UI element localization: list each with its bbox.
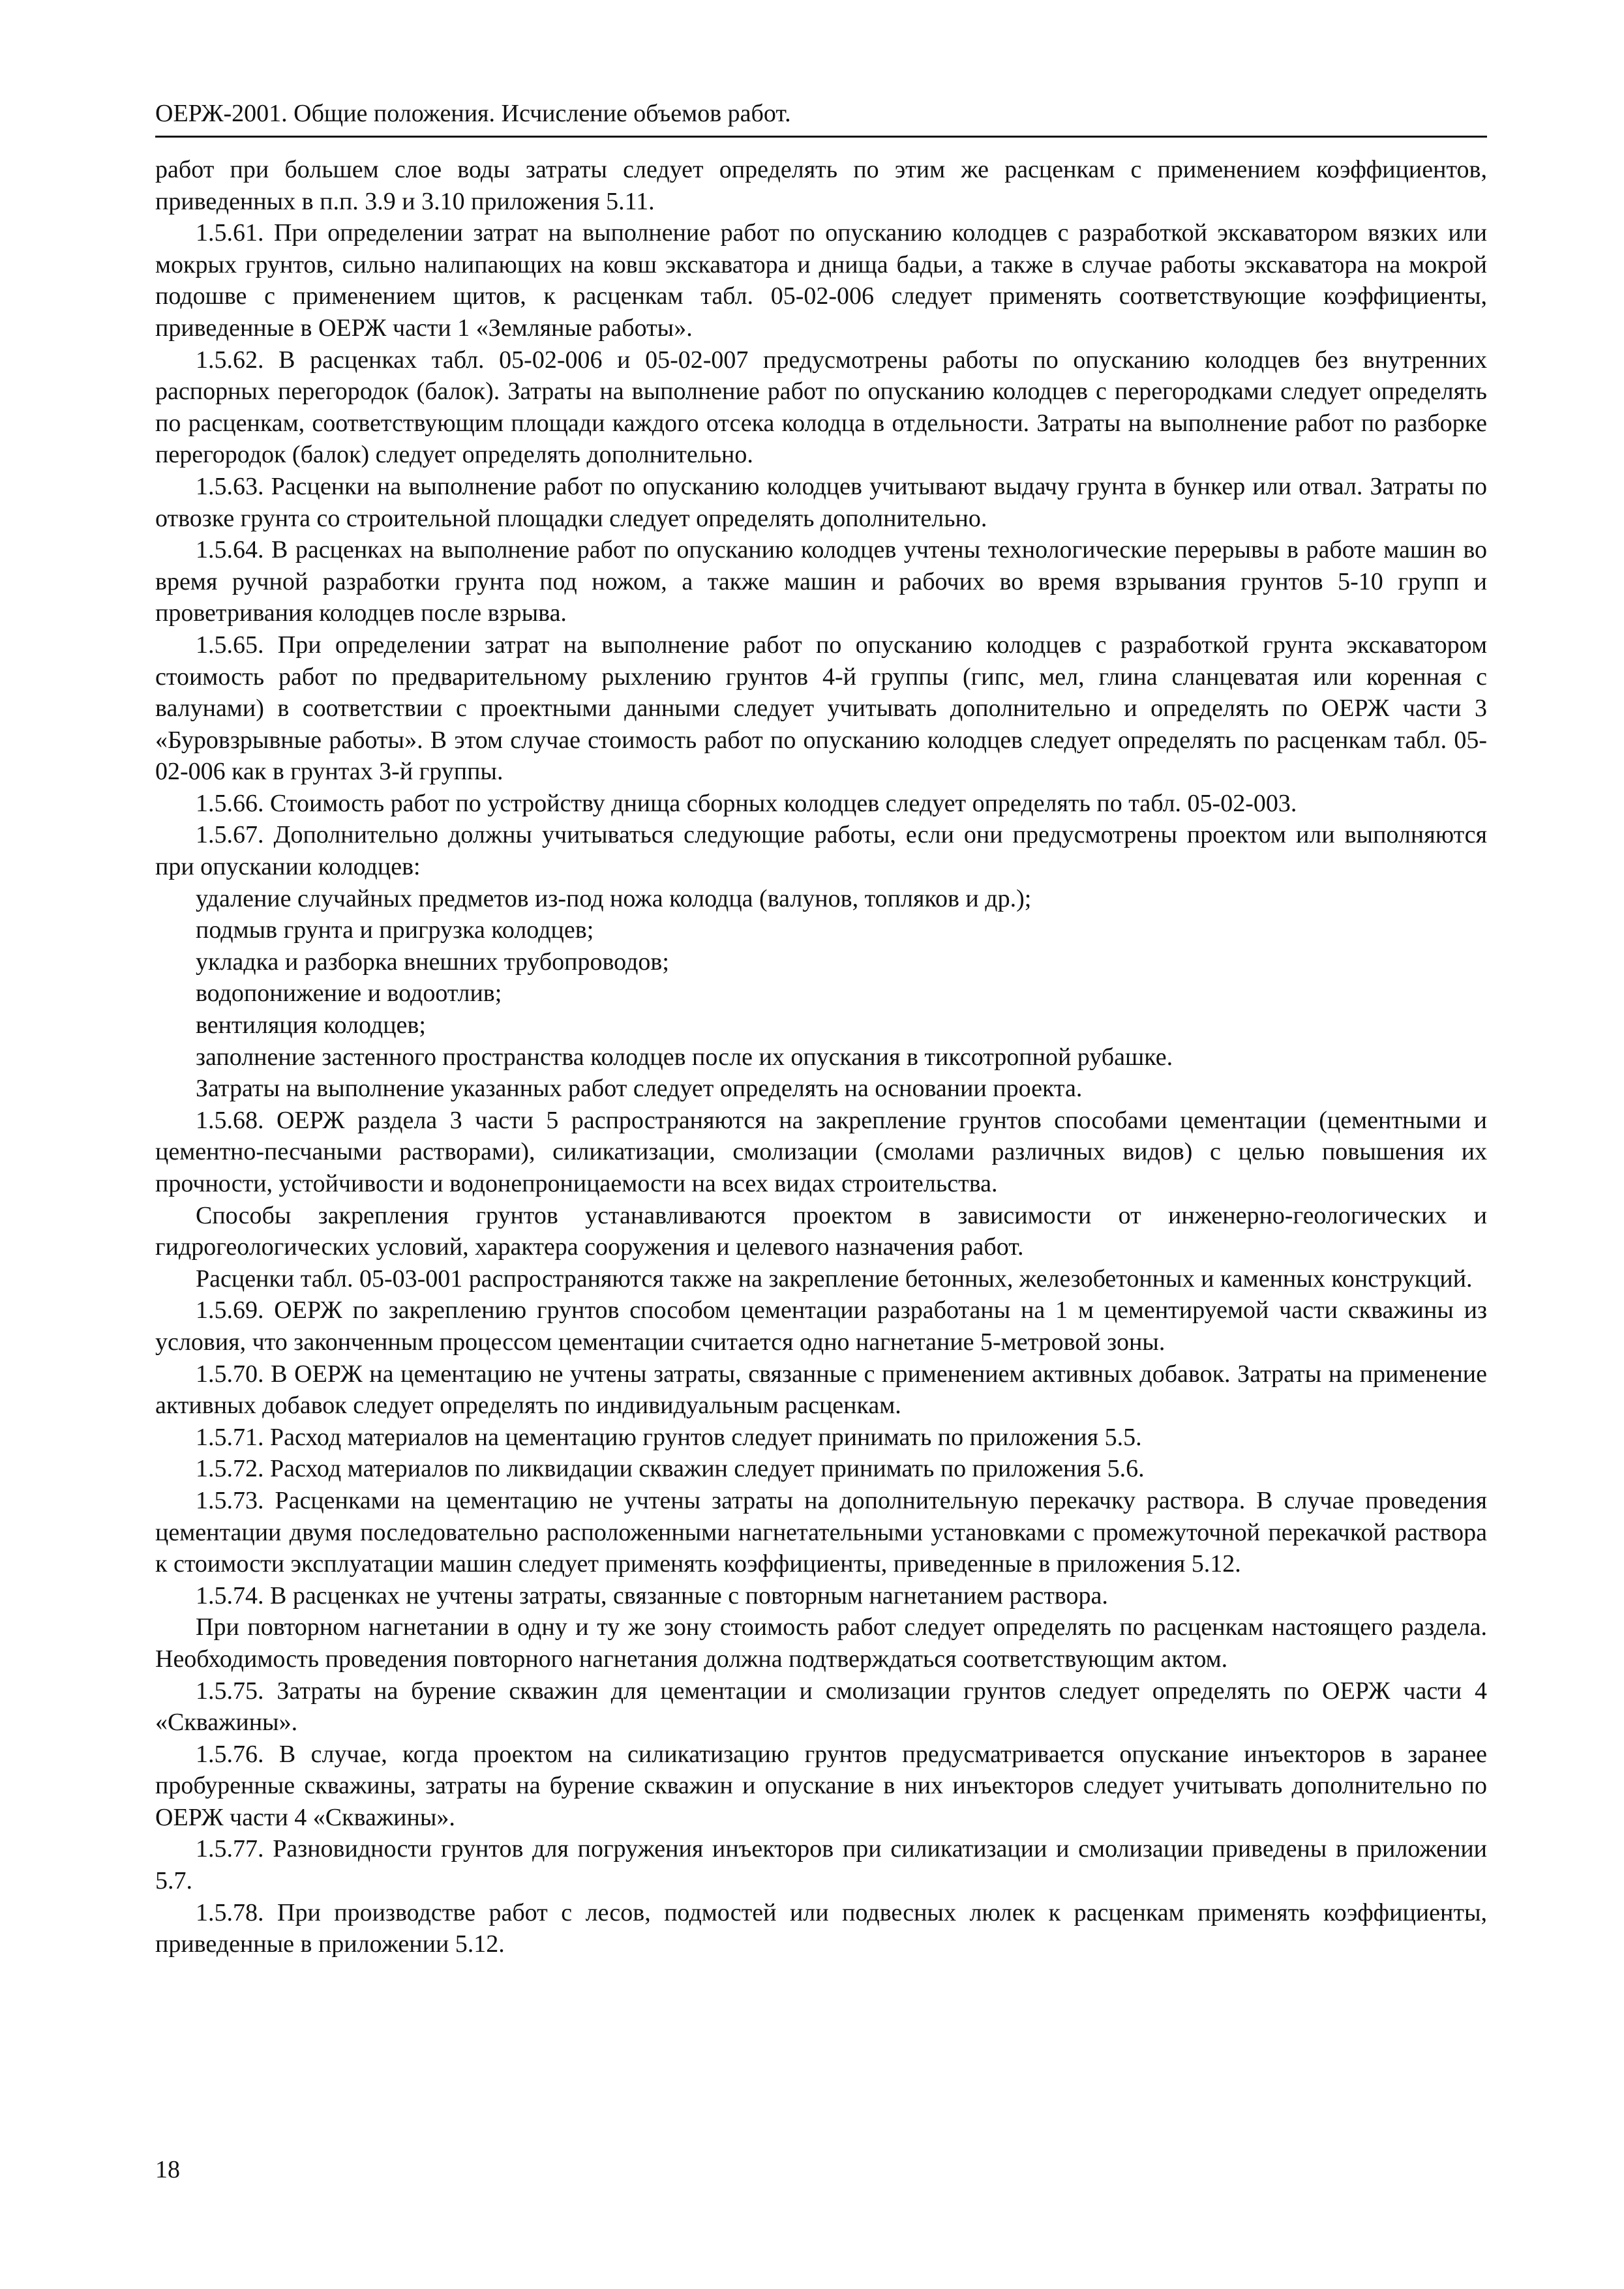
paragraph-1-5-68: 1.5.68. ОЕРЖ раздела 3 части 5 распространяются на закрепление грунтов способами цементации (цементными и цементно-песчаными растворами), силикатизации, смолизации (смолами различных видов) с целью повышения их прочности, устойчивости и водонепроницаемости на всех видах строительства. xyxy=(155,1106,1487,1197)
paragraph-1-5-76: 1.5.76. В случае, когда проектом на силикатизацию грунтов предусматривается опускание инъекторов в заранее пробуренные скважины, затраты на бурение скважин и опускание в них инъекторов следует учитывать дополнительно по ОЕРЖ части 4 «Скважины». xyxy=(155,1740,1487,1831)
paragraph-1-5-74: 1.5.74. В расценках не учтены затраты, связанные с повторным нагнетанием раствора. xyxy=(196,1581,1108,1609)
paragraph-1-5-65: 1.5.65. При определении затрат на выполнение работ по опусканию колодцев с разработкой грунта экскаватором стоимость работ по предварительному рыхлению грунтов 4-й группы (гипс, мел, глина сланцеватая или коренная с валунами) в соответствии с проектными данными следует учитывать дополнительно и определять по ОЕРЖ части 3 «Буровзрывные работы». В этом случае стоимость работ по опусканию колодцев следует определять по расценкам табл. 05-02-006 как в грунтах 3-й группы. xyxy=(155,631,1487,786)
list-item: укладка и разборка внешних трубопроводов; xyxy=(196,948,669,976)
paragraph-rates-scope: Расценки табл. 05-03-001 распространяются также на закрепление бетонных, железобетонных и каменных конструкций. xyxy=(196,1264,1473,1293)
paragraph-1-5-67: 1.5.67. Дополнительно должны учитываться следующие работы, если они предусмотрены проектом или выполняются при опускании колодцев: xyxy=(155,821,1487,881)
paragraph-1-5-75: 1.5.75. Затраты на бурение скважин для цементации и смолизации грунтов следует определять по ОЕРЖ части 4 «Скважины». xyxy=(155,1677,1487,1737)
page-number: 18 xyxy=(155,2156,180,2183)
paragraph-methods: Способы закрепления грунтов устанавливаются проектом в зависимости от инженерно-геологических и гидрогеологических условий, характера сооружения и целевого назначения работ. xyxy=(155,1201,1487,1261)
list-item: удаление случайных предметов из-под ножа колодца (валунов, топляков и др.); xyxy=(196,884,1032,912)
list-item: подмыв грунта и пригрузка колодцев; xyxy=(196,916,594,944)
paragraph-continuation: работ при большем слое воды затраты следует определять по этим же расценкам с применением коэффициентов, приведенных в п.п. 3.9 и 3.10 приложения 5.11. xyxy=(155,156,1487,215)
paragraph-1-5-61: 1.5.61. При определении затрат на выполнение работ по опусканию колодцев с разработкой экскаватором вязких или мокрых грунтов, сильно налипающих на ковш экскаватора и днища бадьи, а также в случае работы экскаватора на мокрой подошве с применением щитов, к расценкам табл. 05-02-006 следует применять соответствующие коэффициенты, приведенные в ОЕРЖ части 1 «Земляные работы». xyxy=(155,219,1487,342)
paragraph-costs-note: Затраты на выполнение указанных работ следует определять на основании проекта. xyxy=(196,1075,1083,1103)
paragraph-1-5-78: 1.5.78. При производстве работ с лесов, подмостей или подвесных люлек к расценкам применять коэффициенты, приведенные в приложении 5.12. xyxy=(155,1898,1487,1958)
running-header: ОЕРЖ-2001. Общие положения. Исчисление объемов работ. xyxy=(155,100,791,127)
list-item: водопонижение и водоотлив; xyxy=(196,980,502,1008)
paragraph-1-5-70: 1.5.70. В ОЕРЖ на цементацию не учтены затраты, связанные с применением активных добавок. Затраты на применение активных добавок следует определять по индивидуальным расценкам. xyxy=(155,1360,1487,1420)
paragraph-repeat-injection: При повторном нагнетании в одну и ту же зону стоимость работ следует определять по расценкам настоящего раздела. Необходимость проведения повторного нагнетания должна подтверждаться соответствующим актом. xyxy=(155,1613,1487,1673)
list-item: вентиляция колодцев; xyxy=(196,1011,426,1040)
paragraph-1-5-66: 1.5.66. Стоимость работ по устройству днища сборных колодцев следует определять по табл. 05-02-003. xyxy=(196,789,1297,817)
paragraph-1-5-72: 1.5.72. Расход материалов по ликвидации скважин следует принимать по приложения 5.6. xyxy=(196,1455,1145,1483)
document-body xyxy=(155,154,1487,1960)
paragraph-1-5-62: 1.5.62. В расценках табл. 05-02-006 и 05-02-007 предусмотрены работы по опусканию колодцев без внутренних распорных перегородок (балок). Затраты на выполнение работ по опусканию колодцев с перегородками следует определять по расценкам, соответствующим площади каждого отсека колодца в отдельности. Затраты на выполнение работ по разборке перегородок (балок) следует определять дополнительно. xyxy=(155,346,1487,469)
paragraph-1-5-69: 1.5.69. ОЕРЖ по закреплению грунтов способом цементации разработаны на 1 м цементируемой части скважины из условия, что законченным процессом цементации считается одно нагнетание 5-метровой зоны. xyxy=(155,1296,1487,1356)
paragraph-1-5-63: 1.5.63. Расценки на выполнение работ по опусканию колодцев учитывают выдачу грунта в бункер или отвал. Затраты по отвозке грунта со строительной площадки следует определять дополнительно. xyxy=(155,472,1487,532)
paragraph-1-5-71: 1.5.71. Расход материалов на цементацию грунтов следует принимать по приложения 5.5. xyxy=(196,1423,1142,1451)
list-item: заполнение застенного пространства колодцев после их опускания в тиксотропной рубашке. xyxy=(196,1043,1173,1071)
paragraph-1-5-64: 1.5.64. В расценках на выполнение работ по опусканию колодцев учтены технологические перерывы в работе машин во время ручной разработки грунта под ножом, а также машин и рабочих во время взрывания грунтов 5-10 групп и проветривания колодцев после взрыва. xyxy=(155,536,1487,627)
paragraph-1-5-77: 1.5.77. Разновидности грунтов для погружения инъекторов при силикатизации и смолизации приведены в приложении 5.7. xyxy=(155,1835,1487,1895)
paragraph-1-5-73: 1.5.73. Расценками на цементацию не учтены затраты на дополнительную перекачку раствора. В случае проведения цементации двумя последовательно расположенными нагнетательными установками с промежуточной перекачкой раствора к стоимости эксплуатации машин следует применять коэффициенты, приведенные в приложения 5.12. xyxy=(155,1486,1487,1578)
header-divider xyxy=(155,136,1487,138)
